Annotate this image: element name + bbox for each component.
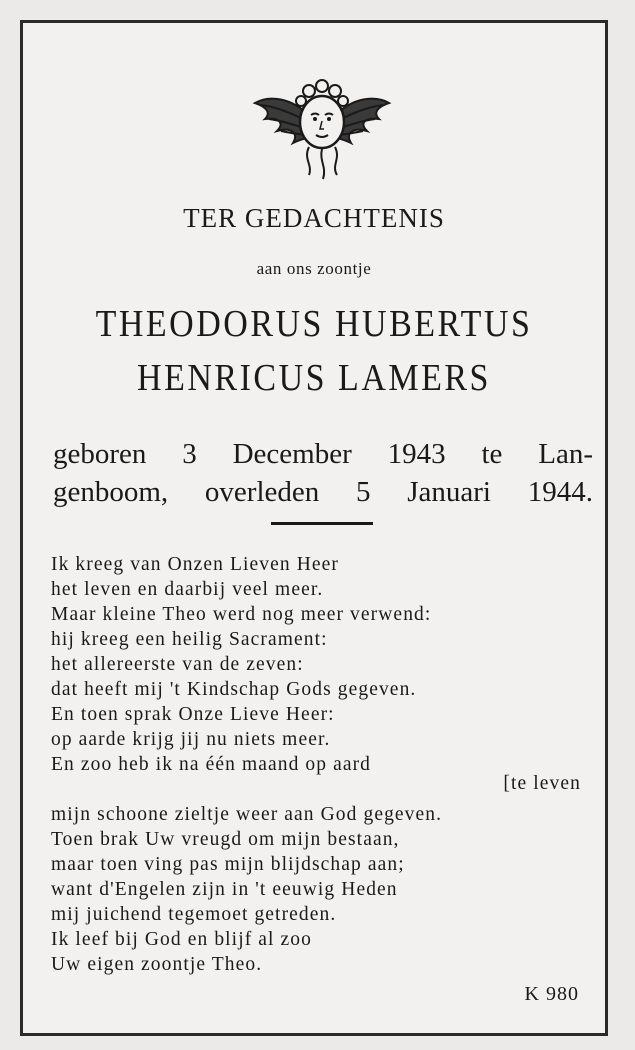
poem-line: het leven en daarbij veel meer. bbox=[51, 579, 324, 600]
poem-line: En toen sprak Onze Lieve Heer: bbox=[51, 704, 335, 725]
deceased-name-line-1: THEODORUS HUBERTUS bbox=[95, 303, 533, 346]
poem-line: Uw eigen zoontje Theo. bbox=[51, 954, 263, 975]
poem-line: dat heeft mij 't Kindschap Gods gegeven. bbox=[51, 679, 417, 700]
memorial-title: TER GEDACHTENIS bbox=[183, 203, 445, 233]
poem-line: Ik kreeg van Onzen Lieven Heer bbox=[51, 554, 339, 575]
poem-line: Maar kleine Theo werd nog meer verwend: bbox=[51, 604, 432, 625]
poem-line: want d'Engelen zijn in 't eeuwig Heden bbox=[51, 879, 398, 900]
poem-line: Toen brak Uw vreugd om mijn bestaan, bbox=[51, 829, 400, 850]
poem-line: het allereerste van de zeven: bbox=[51, 654, 304, 675]
poem-line: op aarde krijg jij nu niets meer. bbox=[51, 729, 331, 750]
memorial-card bbox=[20, 20, 608, 1036]
divider-rule bbox=[271, 522, 373, 525]
deceased-name-line-2: HENRICUS LAMERS bbox=[137, 357, 491, 400]
card-code: K 980 bbox=[524, 983, 579, 1005]
poem-line-continuation: [te leven bbox=[503, 773, 581, 794]
winged-cherub-icon bbox=[251, 67, 393, 185]
poem-line: En zoo heb ik na één maand op aard bbox=[51, 754, 372, 775]
birth-death-dates-line-2: genboom, overleden 5 Januari 1944. bbox=[53, 476, 593, 508]
poem-line: mijn schoone zieltje weer aan God gegeven. bbox=[51, 804, 443, 825]
memorial-subtitle: aan ons zoontje bbox=[256, 259, 372, 278]
poem-line: mij juichend tegemoet getreden. bbox=[51, 904, 337, 925]
poem-line: maar toen ving pas mijn blijdschap aan; bbox=[51, 854, 405, 875]
birth-death-dates-line-1: geboren 3 December 1943 te Lan- bbox=[53, 438, 593, 470]
poem-line: Ik leef bij God en blijf al zoo bbox=[51, 929, 312, 950]
poem-line: hij kreeg een heilig Sacrament: bbox=[51, 629, 328, 650]
